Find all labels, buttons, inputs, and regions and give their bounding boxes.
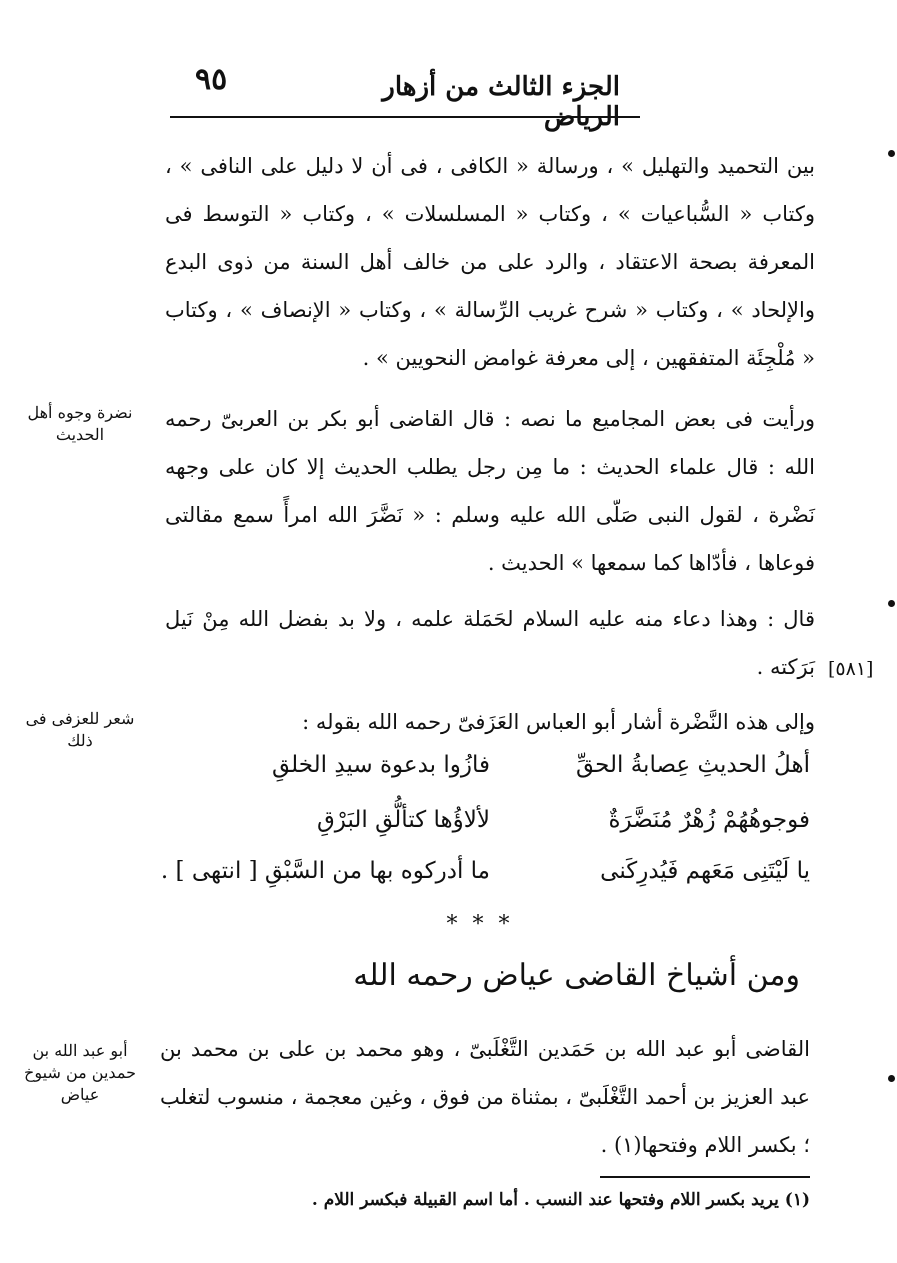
verse-3-second-hemistich: ما أدركوه بها من السَّبْقِ [ انتهى ] . [160, 858, 490, 884]
section-separator: * * * [446, 912, 514, 937]
running-header: الجزء الثالث من أزهار الرياض [382, 72, 620, 132]
edge-mark [888, 600, 895, 607]
paragraph-5: القاضى أبو عبد الله بن حَمَدين التَّغْلَبىّ ، وهو محمد بن على بن محمد بن عبد العزيز بن أحمد التَّغْلَبىّ ، بمثناة من فوق ، وغين معجمة ، منسوب لتغلب ؛ بكسر اللام وفتحها(١) . [160, 1037, 810, 1157]
paragraph-3: قال : وهذا دعاء منه عليه السلام لحَمَلة علمه ، ولا بد بفضل الله مِنْ نَيل بَرَكته . [165, 607, 815, 679]
paragraph-4: وإلى هذه النَّضْرة أشار أبو العباس العَزَفىّ رحمه الله بقوله : [302, 710, 815, 734]
verse-3-first-hemistich: يا لَيْتَنِى مَعَهم فَيُدرِكَنى [600, 858, 810, 884]
margin-note-2: شعر للعزفى فى ذلك [25, 709, 135, 750]
footnote-rule [600, 1176, 810, 1178]
page-number: ٩٥ [195, 62, 228, 97]
paragraph-2: ورأيت فى بعض المجاميع ما نصه : قال القاضى أبو بكر بن العربىّ رحمه الله : قال علماء الحديث : ما مِن رجل يطلب الحديث إلا كان على وجهه نَضْرة ، لقول النبى صَلّى الله عليه وسلم : « نَضَّرَ الله امرأً سمع مقالتى فوعاها ، فأدّاها كما سمعها » الحديث . [165, 407, 815, 575]
section-heading: ومن أشياخ القاضى عياض رحمه الله [353, 958, 800, 993]
verse-2-second-hemistich: لألاؤُها كتألُّقِ البَرْقِ [316, 807, 490, 833]
verse-1-first-hemistich: أهلُ الحديثِ عِصابةُ الحقِّ [575, 752, 810, 778]
verse-1-second-hemistich: فازُوا بدعوة سيدِ الخلقِ [272, 752, 490, 778]
footnote: (١) يريد بكسر اللام وفتحها عند النسب . أما اسم القبيلة فبكسر اللام . [311, 1190, 810, 1210]
verse-2-first-hemistich: فوجوهُهُمْ زُهْرٌ مُنَضَّرَةٌ [608, 807, 810, 833]
folio-marker: [٥٨١] [828, 658, 874, 680]
header-rule [170, 116, 640, 118]
paragraph-1: بين التحميد والتهليل » ، ورسالة « الكافى ، فى أن لا دليل على النافى » ، وكتاب « السُّباعيات » ، وكتاب « المسلسلات » ، وكتاب « التوسط فى المعرفة بصحة الاعتقاد ، والرد على من خالف أهل السنة من ذوى البدع والإلحاد » ، وكتاب « شرح غريب الرِّسالة » ، وكتاب « الإنصاف » ، وكتاب « مُلْجِئَة المتفقهين ، إلى معرفة غوامض النحويين » . [165, 154, 815, 370]
edge-mark [888, 1075, 895, 1082]
margin-note-3: أبو عبد الله بن حمدين من شيوخ عياض [24, 1041, 136, 1104]
margin-note-1: نضرة وجوه أهل الحديث [27, 403, 133, 444]
edge-mark [888, 150, 895, 157]
